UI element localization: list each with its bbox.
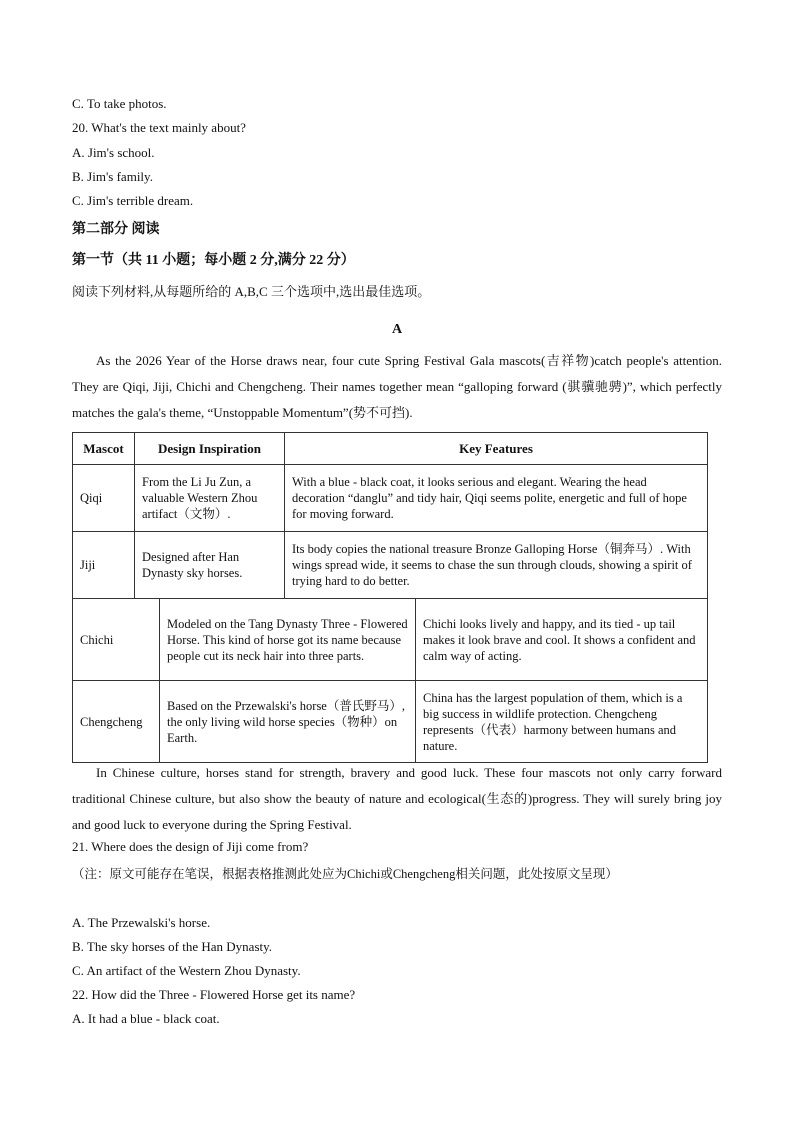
subsection-title: 第一节（共 11 小题；每小题 2 分,满分 22 分） [72,253,355,268]
header-design-inspiration: Design Inspiration [135,433,285,465]
q21-question: 21. Where does the design of Jiji come from? [72,839,309,854]
q20-option-a: A. Jim's school. [72,145,155,160]
key-features: Chichi looks lively and happy, and its tied - up tail makes it look brave and cool. It shows a confident and calm way of acting. [416,599,708,681]
header-mascot: Mascot [73,433,135,465]
q21-note: （注：原文可能存在笔误，根据表格推测此处应为Chichi或Chengcheng相关问题，此处按原文呈现） [72,867,618,881]
table-row [73,532,708,599]
table-row [73,681,708,763]
q22-option-a: A. It had a blue - black coat. [72,1011,220,1026]
passage-intro: As the 2026 Year of the Horse draws near, four cute Spring Festival Gala mascots(吉祥物)catch people's attention. They are Qiqi, Jiji, Chichi and Chengcheng. Their names together mean “galloping forward (骐骥驰骋)”, which perfectly matches the gala's theme, “Unstoppable Momentum”(势不可挡). [72,353,722,420]
design-inspiration: Based on the Przewalski's horse（普氏野马）, the only living wild horse species（物种）on Earth. [160,681,416,763]
key-features: Its body copies the national treasure Bronze Galloping Horse（铜奔马）. With wings spread wide, it seems to chase the sun through clouds, showing a spirit of trying hard to do better. [285,532,708,599]
q21-option-a: A. The Przewalski's horse. [72,915,211,930]
q21-option-b: B. The sky horses of the Han Dynasty. [72,939,273,954]
key-features: China has the largest population of them, which is a big success in wildlife protection. Chengcheng represents（代表）harmony between humans and nature. [416,681,708,763]
key-features: With a blue - black coat, it looks serious and elegant. Wearing the head decoration “danglu” and tidy hair, Qiqi seems polite, energetic and full of hope for moving forward. [285,465,708,532]
mascot-table-top [72,432,708,599]
passage-label: A [391,322,403,337]
q20-question: 20. What's the text mainly about? [72,120,246,135]
table-row [73,599,708,681]
q20-option-b: B. Jim's family. [72,169,153,184]
instructions: 阅读下列材料,从每题所给的 A,B,C 三个选项中,选出最佳选项。 [72,284,431,299]
design-inspiration: Designed after Han Dynasty sky horses. [135,532,285,599]
design-inspiration: Modeled on the Tang Dynasty Three - Flowered Horse. This kind of horse got its name because people cut its neck hair into three parts. [160,599,416,681]
header-key-features: Key Features [285,433,708,465]
mascot-table-bottom [72,598,708,763]
q19-option-c: C. To take photos. [72,96,167,111]
q20-option-c: C. Jim's terrible dream. [72,193,194,208]
q21-option-c: C. An artifact of the Western Zhou Dynasty. [72,963,301,978]
mascot-name: Jiji [73,532,135,599]
mascot-name: Chengcheng [73,681,160,763]
q22-question: 22. How did the Three - Flowered Horse get its name? [72,987,356,1002]
passage-conclusion: In Chinese culture, horses stand for strength, bravery and good luck. These four mascots not only carry forward traditional Chinese culture, but also show the beauty of nature and ecological(生态的)progress. They will surely bring joy and good luck to everyone during the Spring Festival. [72,765,722,832]
part-title: 第二部分 阅读 [72,222,160,237]
table-row [73,465,708,532]
design-inspiration: From the Li Ju Zun, a valuable Western Zhou artifact（文物）. [135,465,285,532]
mascot-name: Qiqi [73,465,135,532]
mascot-name: Chichi [73,599,160,681]
